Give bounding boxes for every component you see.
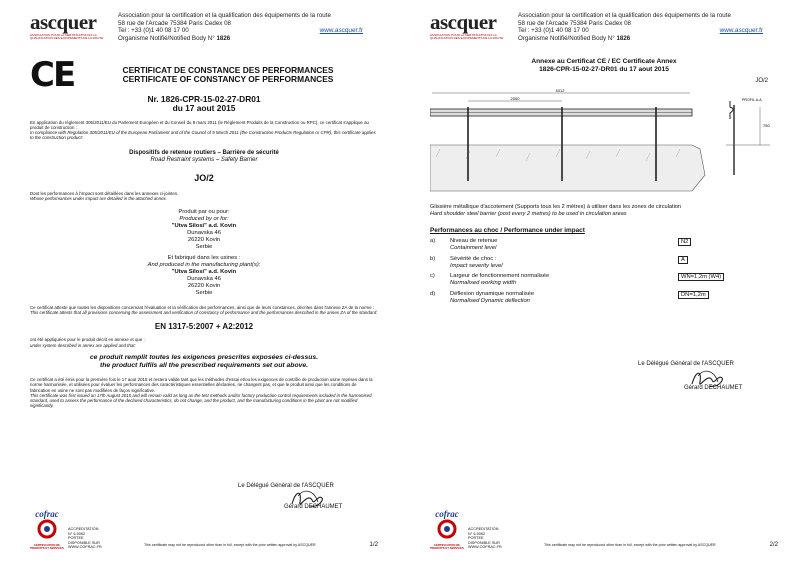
manufacturer-name: "Utva Silosi" a.d. Kovin [171, 223, 237, 230]
regulation-paragraph: En application du règlement 305/2011/EU du Parlement Européen et du Conseil du 9 mars 2011 (le Règlement Produits de la Construction ou RPC), ce certificat s'applique au produit de construction : In compliance with Regulation 305/2011/EU of the European Parliament and of the Council of 9 March 2011 (the Construction Products Regulation or CPR), this certificate applies to the construction product: [30, 119, 376, 141]
logo-text: ascquer [430, 10, 497, 34]
attestation-paragraph: Ce certificat atteste que toutes les dispositions concernant l'évaluation et la vérification des performances, ainsi que de leurs constances, décrites dans l'annexe ZA de la norme : This certificate attests that all provisions concerning the assessment and verification of constancy of performance and the performances described in the annex ZA of the standard: [30, 305, 378, 316]
product-code: JO/2 [194, 172, 214, 183]
signer-title: Le Délégué Général de l'ASCQUER [638, 361, 734, 367]
plant-block: Et fabriqué dans les usines : And produced in the manufacturing plant(s): "Utva Silosi" a.d. Kovin Dunavska 46 26220 Kovin Serbie [147, 255, 261, 297]
ce-mark-icon: CE [30, 55, 75, 95]
product-code: JO/2 [755, 78, 768, 84]
accreditation-info: ACCREDITATION N° 5-0062 PORTEE DISPONIBLE SUR WWW.COFRAC.FR [68, 527, 102, 550]
notified-body: Organisme Notifié/Notified Body N° 1826 [518, 34, 631, 42]
reproduction-note: This certificate may not be reproduced other than in full, except with the prior written approval by ASCQUER [144, 543, 316, 547]
containment-level-value: N2 [678, 238, 691, 246]
ascquer-logo [30, 12, 112, 40]
title-fr: CERTIFICAT DE CONSTANCE DES PERFORMANCES [122, 64, 334, 75]
performance-row: b) Sévérité de choc : Impact severity level A [430, 256, 778, 270]
page-number: 2/2 [769, 542, 778, 548]
fulfilment-statement: ce produit remplit toutes les exigences prescrites exposées ci-dessus. the product fulfils all the prescribed requirements set out above. [89, 353, 319, 370]
letterhead-text [518, 12, 763, 42]
impact-severity-value: A [678, 256, 688, 264]
association-name: Association pour la certification et la qualification des équipements de la route [518, 12, 731, 19]
performance-row: c) Largeur de fonctionnement normalisée Normalised working width WN=1,2m (W4) [430, 273, 778, 287]
dimension-post-spacing: 2000 [510, 96, 520, 101]
certificate-title [78, 66, 378, 85]
phone: Tel : +33 (0)1 40 08 17 00 [518, 27, 589, 35]
signer-title: Le Délégué Général de l'ASCQUER [238, 483, 334, 489]
page-footer [430, 509, 778, 550]
page-footer [30, 509, 378, 550]
standard-reference: EN 1317-5:2007 + A2:2012 [154, 322, 254, 332]
reproduction-note: This certificate may not be reproduced other than in full, except with the prior written approval by ASCQUER [544, 543, 716, 547]
certificate-page-2 [400, 0, 800, 566]
barrier-description: Glissière métallique d'accotement (Supports tous les 2 mètres) à utiliser dans les zones de circulation Hard shoulder steel barrier (post every 2 metres) to be used in circulation areas [430, 204, 682, 217]
validity-paragraph: Ce certificat a été émis pour la première fois le 17 aout 2015 et restera valide tant que les méthodes d'essai et/ou les exigences de contrôle de production usine reprises dans la norme harmonisée, et utilisées pour évaluer les performances des caractéristiques essentielles déclarées, ne changent pas, et que le produit ainsi que les conditions de fabrication en usine ne sont pas modifiées de façon significative. This certificate was first issued on 17th August 2015 and will remain valid as long as the test methods and/or factory production control requirements included in the harmonised standard, used to assess the performance of the declared characteristics, do not change, and the product, and the manufacturing conditions in the plant are not modified significantly. [30, 377, 373, 409]
signer-name: Gérard DECHAUMET [284, 504, 343, 510]
dynamic-deflection-value: DN=1,2m [678, 291, 709, 299]
website-link[interactable]: www.ascquer.fr [319, 27, 363, 34]
cofrac-mark-icon [34, 519, 60, 539]
letterhead-text [118, 12, 363, 42]
performance-title: Performances au choc / Performance under impact [430, 227, 585, 235]
cofrac-logo: cofrac CERTIFICATION DE PRODUITS ET SERVICES [430, 508, 464, 550]
association-name: Association pour la certification et la qualification des équipements de la route [118, 12, 331, 19]
cofrac-mark-icon [434, 519, 460, 539]
applied-note: ont été appliquées pour le produit décrit en annexe et que : under system described in annex are applied and that: [30, 337, 145, 348]
title-en: CERTIFICATE OF CONSTANCY OF PERFORMANCES [122, 74, 334, 84]
page-number: 1/2 [369, 542, 378, 548]
accreditation-info: ACCREDITATION N° 5-0062 PORTEE DISPONIBLE SUR WWW.COFRAC.FR [468, 527, 502, 550]
cofrac-logo: cofrac CERTIFICATION DE PRODUITS ET SERVICES [30, 508, 64, 550]
working-width-value: WN=1,2m (W4) [678, 273, 724, 281]
certificate-number: Nr. 1826-CPR-15-02-27-DR01 du 17 aout 2015 [30, 95, 378, 114]
logo-text: ascquer [30, 10, 97, 34]
letterhead [430, 12, 778, 54]
ascquer-logo [430, 12, 512, 40]
dimension-total: 4012 [555, 88, 565, 93]
logo-subtitle: ASSOCIATION POUR LA CERTIFICATION ET LA QUALIFICATION DES EQUIPEMENTS DE LA ROUTE [30, 33, 104, 40]
website-link[interactable]: www.ascquer.fr [719, 27, 763, 34]
certificate-date: du 17 aout 2015 [172, 103, 236, 114]
logo-subtitle: ASSOCIATION POUR LA CERTIFICATION ET LA QUALIFICATION DES EQUIPEMENTS DE LA ROUTE [430, 33, 504, 40]
performance-row: d) Déflexion dynamique normalisée Normalised Dynamic deflection DN=1,2m [430, 291, 778, 305]
notified-body: Organisme Notifié/Notified Body N° 1826 [118, 34, 231, 42]
section-label: PROFIL A-A [742, 98, 762, 102]
signer-name: Gérard DECHAUMET [684, 385, 743, 391]
manufacturer-block: Produit par ou pour: Produced by or for: "Utva Silosi" a.d. Kovin Dunavska 46 26220 Kovin Serbie [171, 209, 237, 251]
barrier-drawing [430, 87, 780, 193]
annex-title: Annexe au Certificat CE / EC Certificate Annex 1826-CPR-15-02-27-DR01 du 17 aout 2015 [430, 58, 778, 74]
address: 58 rue de l'Arcade 75384 Paris Cedex 08 [118, 19, 231, 27]
performance-note: Dont les performances à l'impact sont détaillées dans les annexes ci-jointes. Whose performances under impact are detailed in the attached annex. [30, 190, 179, 201]
address: 58 rue de l'Arcade 75384 Paris Cedex 08 [518, 19, 631, 27]
plant-name: "Utva Silosi" a.d. Kovin [171, 269, 237, 276]
phone: Tel : +33 (0)1 40 08 17 00 [118, 27, 189, 35]
dimension-height: 750 [763, 123, 770, 128]
annex-number: 1826-CPR-15-02-27-DR01 du 17 aout 2015 [539, 66, 669, 73]
letterhead [30, 12, 378, 54]
performance-row: a) Niveau de retenue Containment level N2 [430, 238, 778, 252]
product-name: Dispositifs de retenue routiers – Barrière de sécurité Road Restraint systems – Safety Barrier [129, 149, 279, 163]
